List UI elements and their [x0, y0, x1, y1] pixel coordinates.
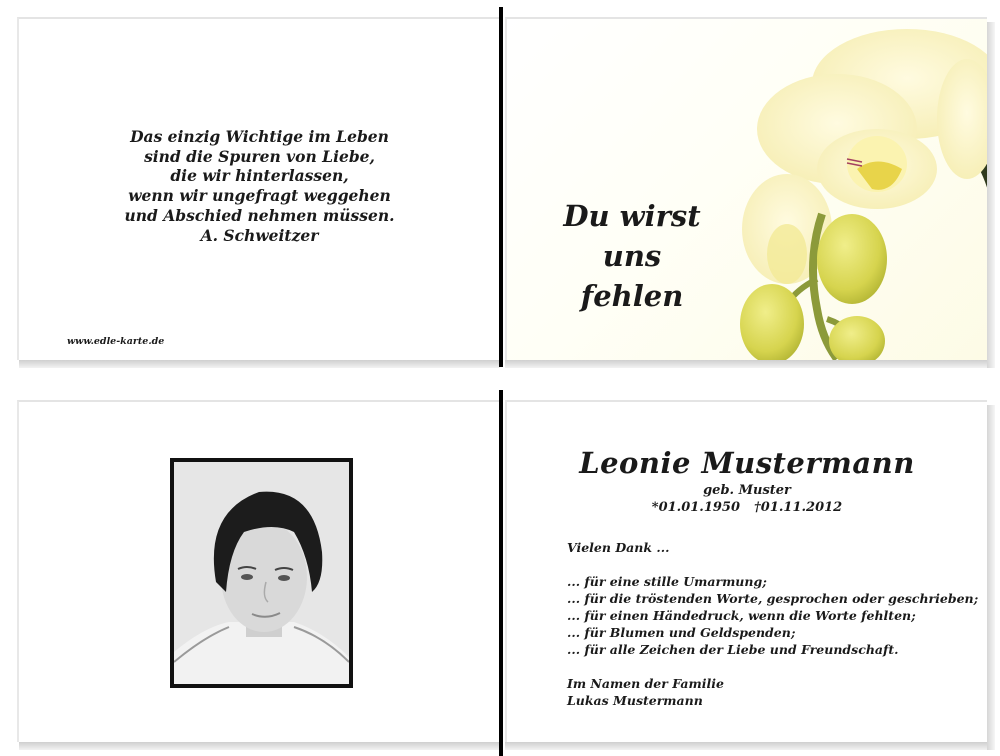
card-shadow [505, 742, 995, 750]
birth-date: *01.01.1950 [651, 500, 740, 515]
card-shadow [987, 405, 995, 750]
photo-frame [170, 458, 353, 688]
orchid-image [727, 19, 987, 360]
quote-line: die wir hinterlassen, [170, 166, 349, 186]
quote-author: A. Schweitzer [200, 225, 319, 245]
death-date: †01.11.2012 [754, 500, 843, 515]
fold-line-bottom [499, 390, 503, 756]
fold-line-top [499, 7, 503, 367]
thanks-text [567, 539, 978, 709]
thanks-line [567, 658, 978, 675]
headline-line: Du wirst [563, 199, 701, 233]
card-inside-text [505, 400, 987, 742]
card-front-quote [17, 17, 500, 360]
signature-name: Lukas Mustermann [567, 693, 703, 708]
headline-line: fehlen [580, 279, 684, 313]
quote-text [19, 127, 500, 245]
card-shadow [505, 360, 995, 368]
card-front-title [505, 17, 987, 360]
quote-line: sind die Spuren von Liebe, [144, 146, 375, 166]
website-link[interactable]: www.edle-karte.de [67, 336, 165, 347]
maiden-name: geb. Muster [703, 483, 791, 498]
headline-line: uns [602, 239, 662, 273]
quote-line: Das einzig Wichtige im Leben [130, 127, 389, 146]
thanks-line: ... für einen Händedruck, wenn die Worte fehlten; [567, 608, 916, 623]
thanks-line: ... für die tröstenden Worte, gesprochen oder geschrieben; [567, 591, 979, 606]
thanks-line: ... für Blumen und Geldspenden; [567, 625, 796, 640]
card-shadow [987, 22, 995, 368]
quote-line: und Abschied nehmen müssen. [124, 205, 395, 225]
thanks-line: ... für eine stille Umarmung; [567, 574, 767, 589]
quote-line: wenn wir ungefragt weggehen [128, 186, 391, 206]
thanks-line: Vielen Dank ... [567, 540, 670, 555]
signature-line: Im Namen der Familie [567, 676, 724, 691]
card-inside-photo [17, 400, 500, 742]
headline [537, 196, 727, 316]
portrait-image [174, 462, 349, 684]
card-shadow [19, 360, 500, 368]
thanks-line: ... für alle Zeichen der Liebe und Freundschaft. [567, 642, 899, 657]
thanks-line [567, 556, 978, 573]
card-shadow [19, 742, 500, 750]
deceased-name: Leonie Mustermann [579, 446, 915, 480]
portrait-photo [174, 462, 349, 684]
life-dates [507, 500, 987, 515]
